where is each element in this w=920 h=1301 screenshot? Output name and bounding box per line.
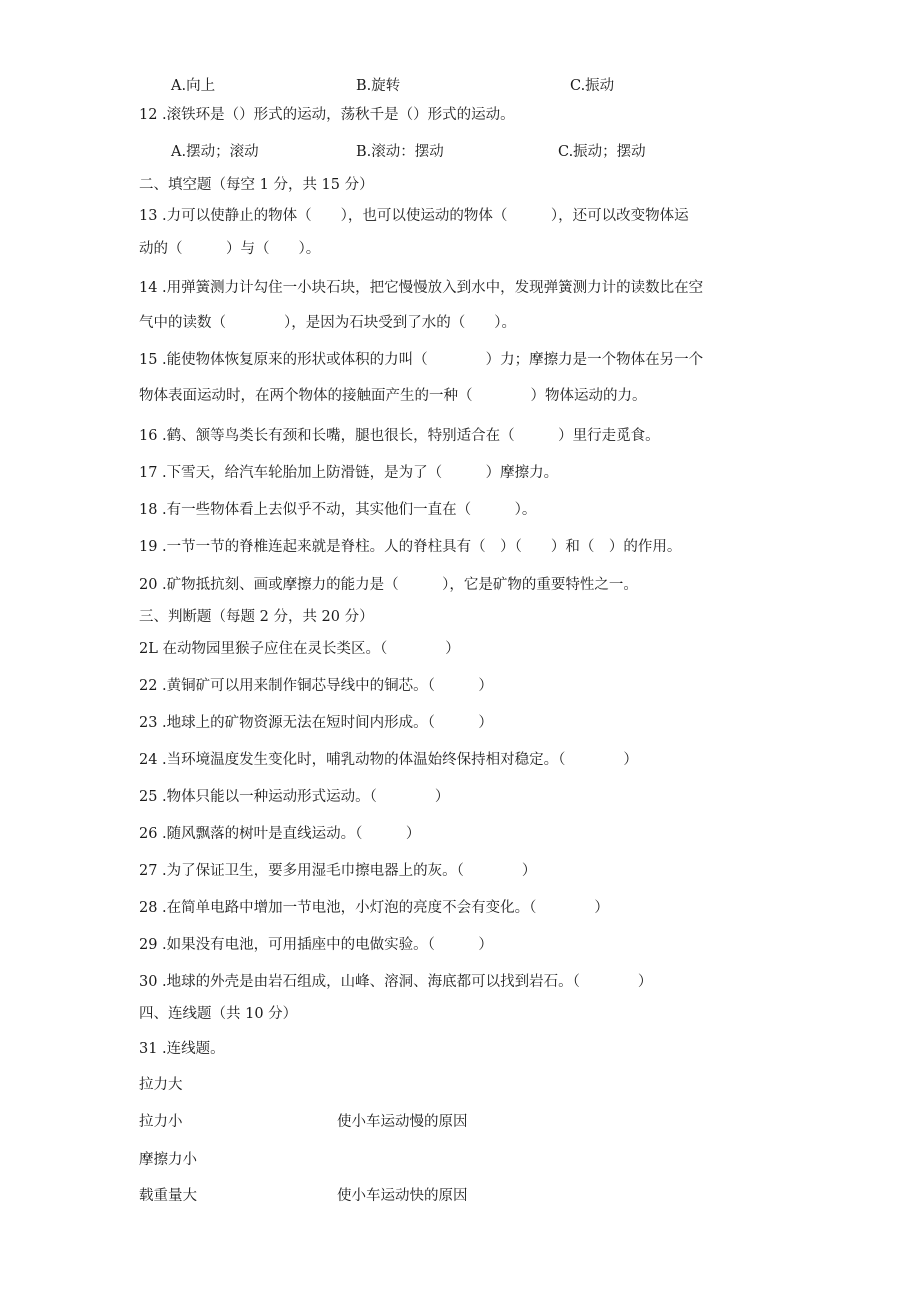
match-right-item: 使小车运动慢的原因	[337, 1114, 468, 1130]
section-match-title: 四、连线题（共 10 分）	[139, 1006, 298, 1022]
section-fill-title: 二、填空题（每空 1 分，共 15 分）	[139, 177, 374, 193]
match-left-item: 载重量大	[139, 1188, 197, 1204]
question-14-line2: 气中的读数（ ），是因为石块受到了水的（ ）。	[139, 315, 516, 331]
section-judge-title: 三、判断题（每题 2 分，共 20 分）	[139, 609, 374, 625]
question-28: 28 .在简单电路中增加一节电池，小灯泡的亮度不会有变化。（ ）	[139, 900, 609, 916]
question-13-line1: 13 .力可以使静止的物体（ ），也可以使运动的物体（ ），还可以改变物体运	[139, 208, 689, 224]
question-21: 2L 在动物园里猴子应住在灵长类区。（ ）	[139, 641, 460, 657]
q11-option-a: A.向上	[171, 78, 216, 94]
q12-option-c: C.振动；摆动	[558, 144, 646, 160]
question-18: 18 .有一些物体看上去似乎不动，其实他们一直在（ ）。	[139, 502, 537, 518]
question-19: 19 .一节一节的脊椎连起来就是脊柱。人的脊柱具有（ ）（ ）和（ ）的作用。	[139, 539, 682, 555]
question-30: 30 .地球的外壳是由岩石组成，山峰、溶洞、海底都可以找到岩石。（ ）	[139, 974, 653, 990]
question-12: 12 .滚铁环是（）形式的运动，荡秋千是（）形式的运动。	[139, 107, 515, 123]
match-right-item: 使小车运动快的原因	[337, 1188, 468, 1204]
question-25: 25 .物体只能以一种运动形式运动。（ ）	[139, 789, 450, 805]
q12-option-a: A.摆动；滚动	[171, 144, 259, 160]
question-14-line1: 14 .用弹簧测力计勾住一小块石块，把它慢慢放入到水中，发现弹簧测力计的读数比在空	[139, 280, 704, 296]
match-left-item: 拉力大	[139, 1077, 183, 1093]
question-22: 22 .黄铜矿可以用来制作铜芯导线中的铜芯。（ ）	[139, 678, 493, 694]
question-20: 20 .矿物抵抗刻、画或摩擦力的能力是（ ），它是矿物的重要特性之一。	[139, 577, 638, 593]
question-26: 26 .随风飘落的树叶是直线运动。（ ）	[139, 826, 421, 842]
question-29: 29 .如果没有电池，可用插座中的电做实验。（ ）	[139, 937, 493, 953]
question-15-line2: 物体表面运动时，在两个物体的接触面产生的一种（ ）物体运动的力。	[139, 388, 647, 404]
match-left-item: 拉力小	[139, 1114, 183, 1130]
question-31: 31 .连线题。	[139, 1041, 225, 1057]
question-15-line1: 15 .能使物体恢复原来的形状或体积的力叫（ ）力；摩擦力是一个物体在另一个	[139, 352, 704, 368]
question-16: 16 .鹤、颔等鸟类长有颈和长嘴，腿也很长，特别适合在（ ）里行走觅食。	[139, 428, 660, 444]
match-left-item: 摩擦力小	[139, 1152, 197, 1168]
q12-option-b: B.滚动：摆动	[356, 144, 444, 160]
question-13-line2: 动的（ ）与（ ）。	[139, 241, 321, 257]
q11-option-b: B.旋转	[356, 78, 401, 94]
question-27: 27 .为了保证卫生，要多用湿毛巾擦电器上的灰。（ ）	[139, 863, 537, 879]
question-24: 24 .当环境温度发生变化时，哺乳动物的体温始终保持相对稳定。（ ）	[139, 752, 638, 768]
question-17: 17 .下雪天，给汽车轮胎加上防滑链，是为了（ ）摩擦力。	[139, 465, 559, 481]
question-23: 23 .地球上的矿物资源无法在短时间内形成。（ ）	[139, 715, 493, 731]
q11-option-c: C.振动	[570, 78, 615, 94]
